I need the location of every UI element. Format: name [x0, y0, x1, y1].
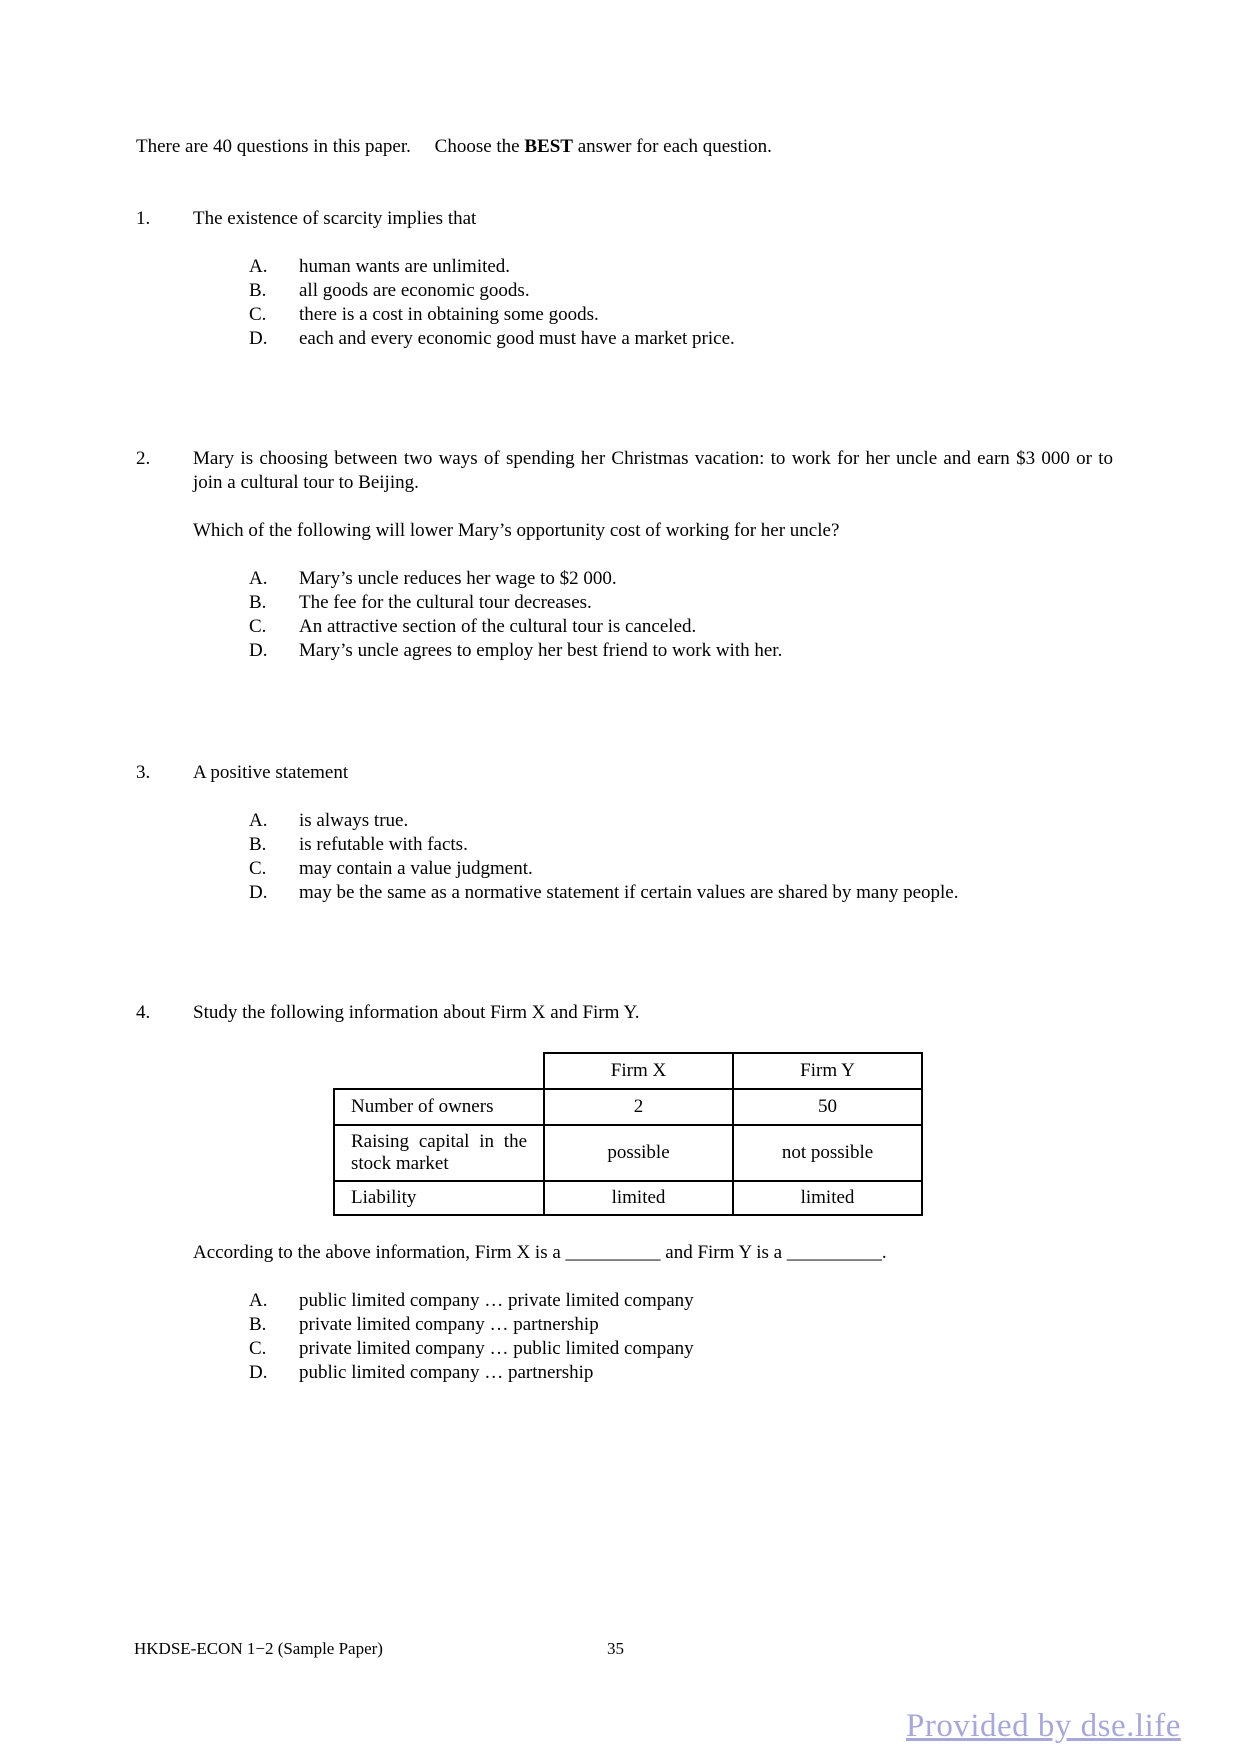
- option-text: Mary’s uncle agrees to employ her best friend to work with her.: [299, 640, 783, 661]
- watermark-link[interactable]: Provided by dse.life: [906, 1708, 1181, 1744]
- firm-x-value: 2: [544, 1089, 733, 1125]
- option-letter: D.: [249, 1362, 268, 1383]
- question-stem: A positive statement: [193, 762, 349, 783]
- option-text: may contain a value judgment.: [299, 858, 533, 879]
- question-number: 3.: [136, 762, 151, 783]
- question-number: 1.: [136, 208, 151, 229]
- firm-x-value: limited: [544, 1181, 733, 1215]
- option-text: private limited company … partnership: [299, 1314, 599, 1335]
- option-letter: B.: [249, 834, 267, 855]
- option-text: all goods are economic goods.: [299, 280, 530, 301]
- option-letter: A.: [249, 568, 268, 589]
- option-text: is always true.: [299, 810, 409, 831]
- question-number: 2.: [136, 448, 151, 469]
- option-letter: C.: [249, 858, 267, 879]
- question-stem: Study the following information about Firm X and Firm Y.: [193, 1002, 640, 1023]
- option-text: each and every economic good must have a market price.: [299, 328, 735, 349]
- option-letter: A.: [249, 810, 268, 831]
- row-label: Number of owners: [334, 1089, 544, 1125]
- option-letter: B.: [249, 280, 267, 301]
- option-text: there is a cost in obtaining some goods.: [299, 304, 599, 325]
- firm-y-value: not possible: [733, 1125, 922, 1181]
- row-label: Raising capital in the stock market: [334, 1125, 544, 1181]
- option-letter: D.: [249, 328, 268, 349]
- option-letter: B.: [249, 592, 267, 613]
- option-text: human wants are unlimited.: [299, 256, 511, 277]
- option-text: is refutable with facts.: [299, 834, 468, 855]
- table-row: [334, 1181, 922, 1215]
- option-text: Mary’s uncle reduces her wage to $2 000.: [299, 568, 617, 589]
- table-header-firm-x: Firm X: [544, 1053, 733, 1089]
- table-corner: [334, 1053, 544, 1089]
- instructions-suffix: answer for each question.: [572, 136, 772, 157]
- instructions: [136, 135, 772, 159]
- table-row: [334, 1089, 922, 1125]
- option-text: may be the same as a normative statement if certain values are shared by many people.: [299, 882, 959, 903]
- instructions-bold: BEST: [524, 136, 573, 157]
- footer-paper-code: HKDSE-ECON 1−2 (Sample Paper): [134, 1639, 383, 1658]
- instructions-prefix: There are 40 questions in this paper. Choose the: [136, 136, 525, 157]
- question-prompt: Which of the following will lower Mary’s opportunity cost of working for her uncle?: [193, 520, 840, 541]
- firm-comparison-table: [333, 1052, 923, 1216]
- question-stem: The existence of scarcity implies that: [193, 208, 477, 229]
- option-letter: A.: [249, 256, 268, 277]
- option-letter: A.: [249, 1290, 268, 1311]
- option-letter: C.: [249, 304, 267, 325]
- option-text: An attractive section of the cultural tour is canceled.: [299, 616, 697, 637]
- option-text: private limited company … public limited company: [299, 1338, 694, 1359]
- option-letter: B.: [249, 1314, 267, 1335]
- option-letter: C.: [249, 1338, 267, 1359]
- table-row: [334, 1125, 922, 1181]
- table-header-row: [334, 1053, 922, 1089]
- question-prompt: According to the above information, Firm X is a __________ and Firm Y is a __________.: [193, 1242, 887, 1263]
- option-letter: C.: [249, 616, 267, 637]
- question-stem: Mary is choosing between two ways of spending her Christmas vacation: to work for her uncle and earn $3 000 or to join a cultural tour to Beijing.: [193, 448, 1113, 493]
- page-number: 35: [607, 1639, 624, 1658]
- option-text: public limited company … partnership: [299, 1362, 594, 1383]
- option-text: public limited company … private limited company: [299, 1290, 694, 1311]
- question-number: 4.: [136, 1002, 151, 1023]
- option-letter: D.: [249, 640, 268, 661]
- firm-y-value: 50: [733, 1089, 922, 1125]
- firm-x-value: possible: [544, 1125, 733, 1181]
- option-letter: D.: [249, 882, 268, 903]
- table-header-firm-y: Firm Y: [733, 1053, 922, 1089]
- option-text: The fee for the cultural tour decreases.: [299, 592, 592, 613]
- firm-y-value: limited: [733, 1181, 922, 1215]
- row-label: Liability: [334, 1181, 544, 1215]
